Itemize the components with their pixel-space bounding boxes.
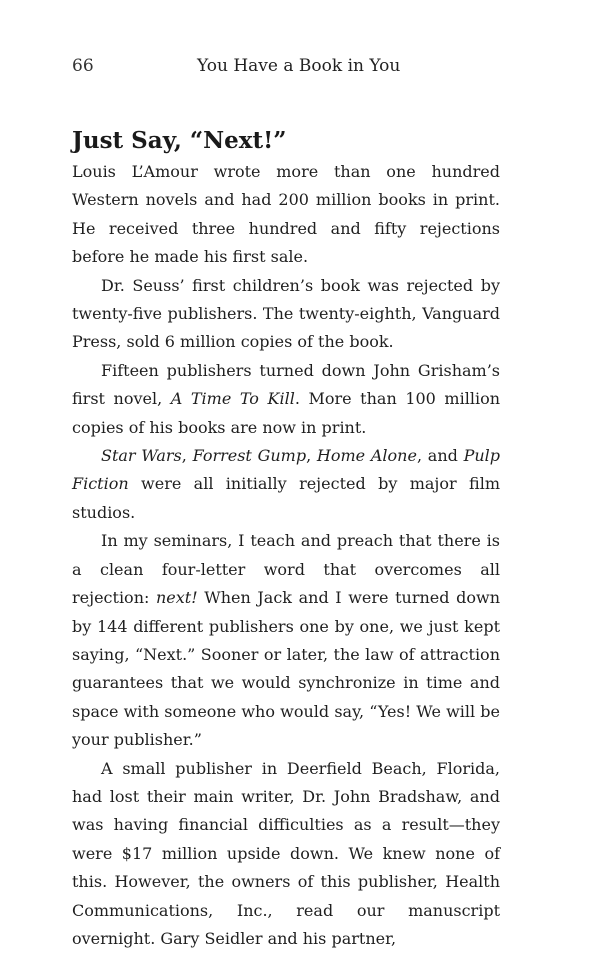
- paragraph-john-grisham: [72, 357, 500, 442]
- paragraph-seminars: [72, 527, 500, 754]
- film-title: Forrest Gump: [192, 446, 307, 466]
- text-run: . More than 100 million copies of his books are now in print.: [72, 389, 501, 437]
- running-header: [72, 52, 500, 80]
- emphasized-word: next!: [156, 588, 198, 608]
- film-title: Star Wars: [101, 446, 182, 466]
- section-heading: Just Say, “Next!”: [72, 127, 287, 154]
- text-run: In my seminars, I teach and preach that there is a clean four-letter word that overcomes all rejection:: [72, 531, 500, 608]
- text-run: ,: [306, 446, 317, 466]
- page-number: 66: [72, 56, 94, 76]
- text-run: , and: [416, 446, 464, 466]
- book-title: A Time To Kill: [170, 389, 295, 409]
- paragraph-film-rejections: [72, 442, 500, 527]
- film-title: Pulp Fiction: [72, 446, 501, 494]
- body-text: [72, 158, 500, 953]
- paragraph-louis-lamour: Louis L’Amour wrote more than one hundred Western novels and had 200 million books in print. He received three hundred and fifty rejections before he made his first sale.: [72, 162, 500, 267]
- paragraph-dr-seuss: Dr. Seuss’ first children’s book was rejected by twenty-five publishers. The twenty-eighth, Vanguard Press, sold 6 million copies of the book.: [72, 275, 500, 352]
- text-run: were all initially rejected by major film studios.: [72, 474, 500, 522]
- film-title: Home Alone: [316, 446, 417, 466]
- running-title: You Have a Book in You: [197, 56, 401, 76]
- text-run: Fifteen publishers turned down John Grisham’s first novel,: [72, 360, 500, 409]
- text-run: When Jack and I were turned down by 144 different publishers one by one, we just kept saying, “Next.” Sooner or later, the law of attraction guarantees that we would synchronize in time and space with someone who would say, “Yes! We will be your publisher.”: [72, 588, 501, 750]
- paragraph-small-publisher: A small publisher in Deerfield Beach, Florida, had lost their main writer, Dr. John Bradshaw, and was having financial difficulties as a result—they were $17 million upside down. We knew none of this. However, the owners of this publisher, Health Communications, Inc., read our manuscript overnight. Gary Seidler and his partner,: [72, 758, 500, 948]
- text-run: ,: [181, 446, 193, 466]
